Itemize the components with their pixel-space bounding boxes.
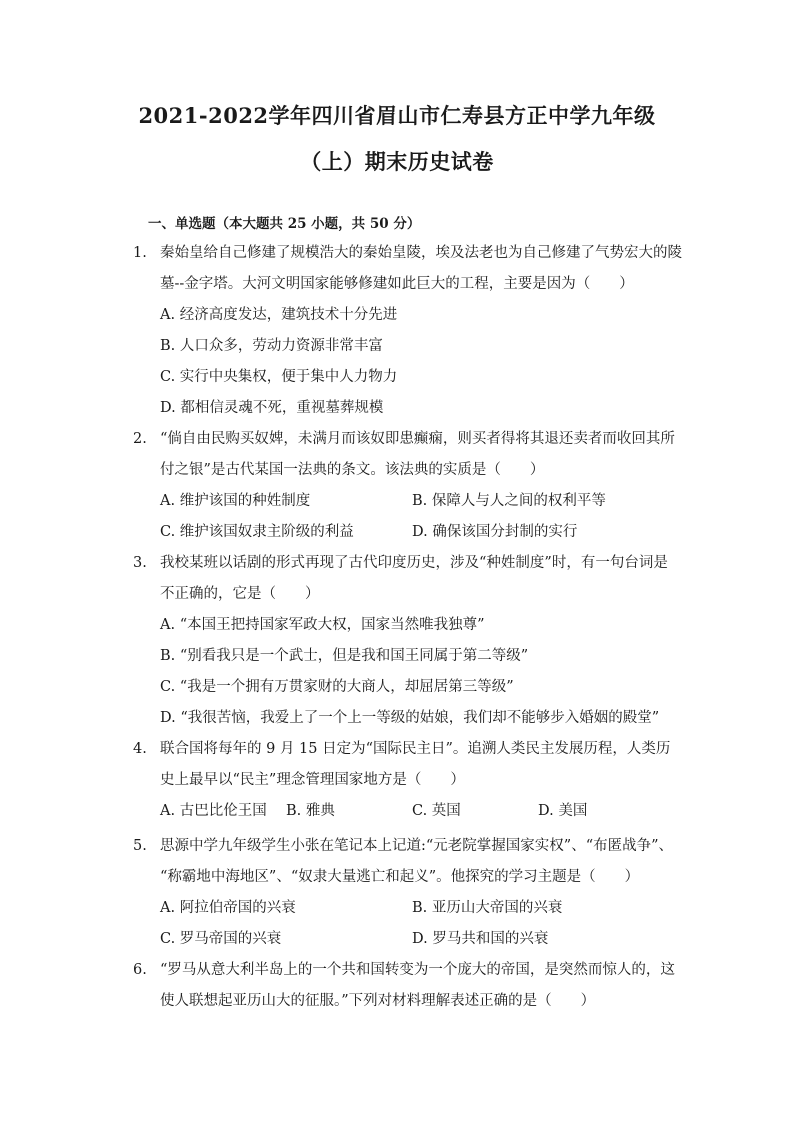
question-number: 4.: [133, 741, 147, 757]
question-text-line: 付之银”是古代某国一法典的条文。该法典的实质是（ ）: [160, 462, 545, 478]
question-text-line: “称霸地中海地区”、“奴隶大量逃亡和起义”。他探究的学习主题是（ ）: [160, 869, 640, 885]
option-a: A. 维护该国的种姓制度: [160, 493, 311, 509]
option-c: C. 维护该国奴隶主阶级的利益: [160, 524, 354, 540]
option-d: D. 罗马共和国的兴衰: [412, 931, 549, 947]
option-b: B. “别看我只是一个武士，但是我和国王同属于第二等级”: [160, 648, 529, 664]
question-text-line: 思源中学九年级学生小张在笔记本上记道:“元老院掌握国家实权”、“布匿战争”、: [160, 838, 674, 854]
option-c: C. 实行中央集权，便于集中人力物力: [160, 369, 398, 385]
question-text-line: “倘自由民购买奴婢，未满月而该奴即患癫痫，则买者得将其退还卖者而收回其所: [160, 431, 675, 447]
option-d: D. 都相信灵魂不死，重视墓葬规模: [160, 400, 384, 416]
option-d: D. “我很苦恼，我爱上了一个上一等级的姑娘，我们却不能够步入婚姻的殿堂”: [160, 710, 660, 726]
option-a: A. “本国王把持国家军政大权，国家当然唯我独尊”: [160, 617, 485, 633]
option-b: B. 亚历山大帝国的兴衰: [412, 900, 563, 916]
question-number: 6.: [133, 962, 147, 978]
option-b: B. 保障人与人之间的权利平等: [412, 493, 606, 509]
question-text-line: 使人联想起亚历山大的征服。”下列对材料理解表述正确的是（ ）: [160, 993, 596, 1009]
question-text-line: 联合国将每年的 9 月 15 日定为“国际民主日”。追溯人类民主发展历程，人类历: [160, 741, 671, 757]
question-number: 3.: [133, 555, 147, 571]
question-number: 1.: [133, 245, 147, 261]
option-c: C. “我是一个拥有万贯家财的大商人，却屈居第三等级”: [160, 679, 514, 695]
option-b: B. 人口众多，劳动力资源非常丰富: [160, 338, 383, 354]
option-d: D. 美国: [538, 803, 588, 819]
question-text-line: 史上最早以“民主”理念管理国家地方是（ ）: [160, 772, 465, 788]
question-text-line: 不正确的，它是（ ）: [160, 586, 320, 602]
question-text-line: “罗马从意大利半岛上的一个共和国转变为一个庞大的帝国，是突然而惊人的，这: [160, 962, 675, 978]
option-c: C. 英国: [412, 803, 461, 819]
option-b: B. 雅典: [286, 803, 335, 819]
option-d: D. 确保该国分封制的实行: [412, 524, 578, 540]
question-text-line: 我校某班以话剧的形式再现了古代印度历史，涉及“种姓制度”时，有一句台词是: [160, 555, 668, 571]
option-a: A. 古巴比伦王国: [160, 803, 267, 819]
question-number: 5.: [133, 838, 147, 854]
option-a: A. 阿拉伯帝国的兴衰: [160, 900, 296, 916]
question-text-line: 秦始皇给自己修建了规模浩大的秦始皇陵，埃及法老也为自己修建了气势宏大的陵: [160, 245, 682, 261]
page-title-line-1: 2021-2022学年四川省眉山市仁寿县方正中学九年级: [138, 103, 656, 128]
section-heading: 一、单选题（本大题共 25 小题，共 50 分）: [148, 216, 421, 232]
question-text-line: 墓--金字塔。大河文明国家能够修建如此巨大的工程，主要是因为（ ）: [160, 276, 634, 292]
question-number: 2.: [133, 431, 147, 447]
page-title-line-2: （上）期末历史试卷: [300, 149, 494, 174]
option-a: A. 经济高度发达，建筑技术十分先进: [160, 307, 398, 323]
option-c: C. 罗马帝国的兴衰: [160, 931, 282, 947]
